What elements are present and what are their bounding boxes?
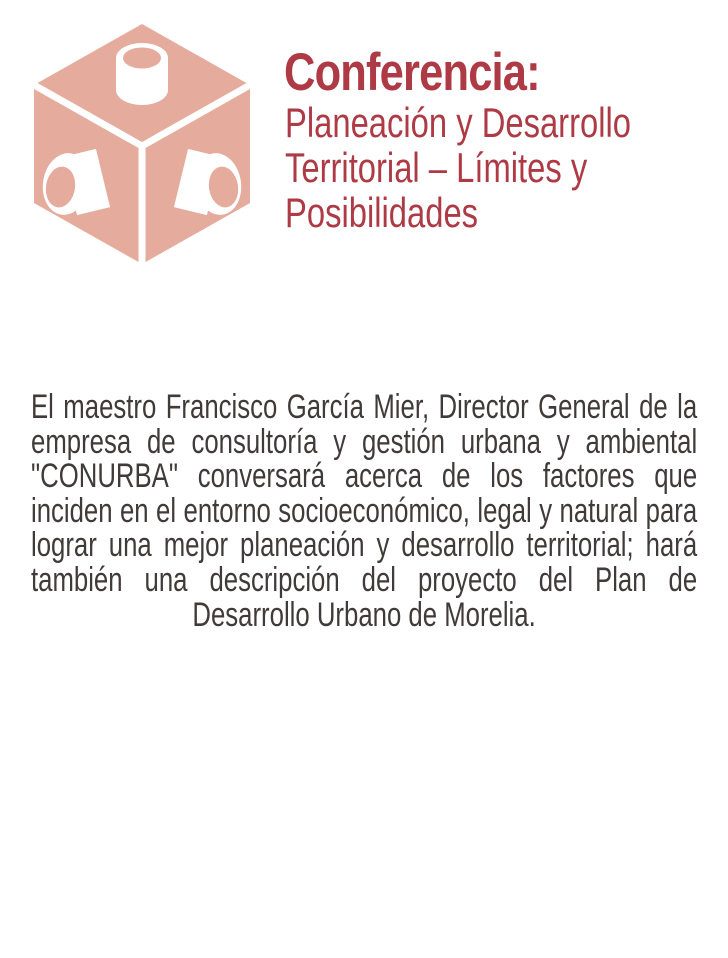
subtitle-line-1: Planeación y Desarrollo — [285, 99, 631, 146]
subtitle-line-2: Territorial – Límites y — [285, 144, 588, 191]
subtitle-line-3: Posibilidades — [285, 189, 479, 236]
top-cylinder — [116, 43, 168, 105]
cube-connector-logo — [0, 0, 290, 290]
description-paragraph: El maestro Francisco García Mier, Director General de la empresa de consultoría y gestión urbana y ambiental "CONURBA" conversará acerca de los factores que inciden en el entorno socioeconómico, legal y natural para lograr una mejor planeación y desarrollo territorial; hará también una descripción del proyecto del Plan de Desarrollo Urbano de Morelia. — [31, 388, 698, 634]
conference-subtitle — [285, 100, 631, 235]
conference-title: Conferencia: — [284, 43, 540, 102]
